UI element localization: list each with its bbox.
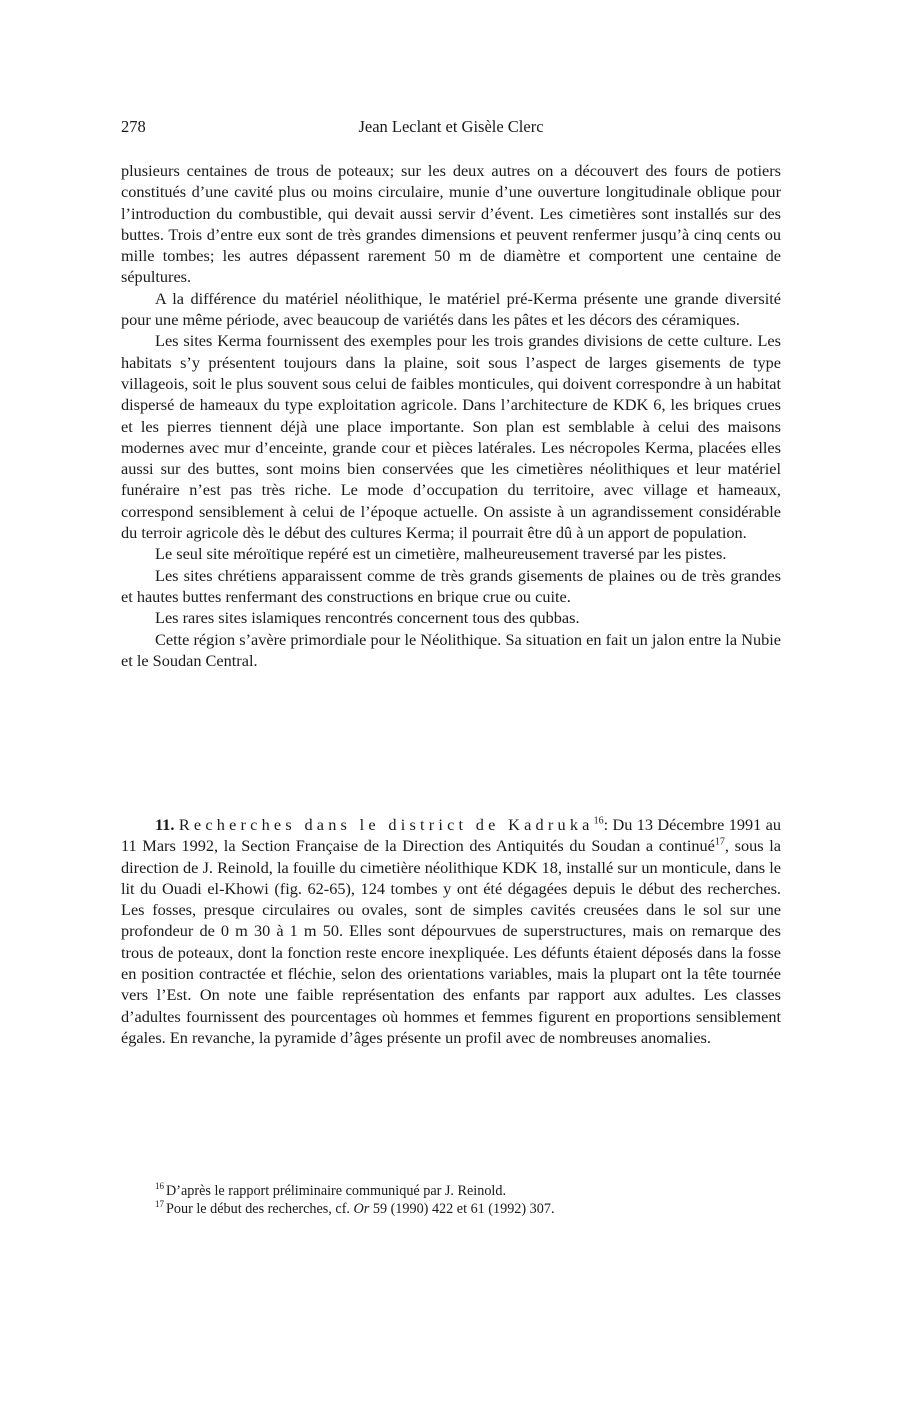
section-number: 11. <box>155 815 175 834</box>
body-text <box>121 160 781 671</box>
footnote-mark: 17 <box>155 1199 164 1210</box>
footnote <box>121 1200 781 1218</box>
section-paragraph <box>121 814 781 1048</box>
paragraph: Les rares sites islamiques rencontrés concernent tous des qubbas. <box>155 608 580 628</box>
footnote <box>121 1182 781 1200</box>
footnote-text: 59 (1990) 422 et 61 (1992) 307. <box>369 1201 555 1217</box>
paragraph: Les sites Kerma fournissent des exemples pour les trois grandes divisions de cette culture. Les habitats s’y présentent toujours dans la plaine, soit sous l’aspect de larges gisements de type villageois, soit le plus souvent sous celui de faibles monticules, qui doivent correspondre à un habitat dispersé de hameaux du type exploitation agricole. Dans l’architecture de KDK 6, les briques crues et les pierres tiennent déjà une place importante. Son plan est semblable à celui des maisons modernes avec mur d’enceinte, grande cour et pièces latérales. Les nécropoles Kerma, placées elles aussi sur des buttes, sont moins bien conservées que les cimetières néolithiques et leur matériel funéraire n’est pas très riche. Le mode d’occupation du territoire, avec village et hameaux, correspond sensiblement à celui de l’époque actuelle. On assiste à un agrandissement considérable du terroir agricole dès le début des cultures Kerma; il pourrait être dû à un apport de population. <box>121 331 781 543</box>
section-11 <box>121 814 781 1048</box>
page-header <box>121 117 781 139</box>
paragraph: Cette région s’avère primordiale pour le Néolithique. Sa situation en fait un jalon entre la Nubie et le Soudan Central. <box>121 629 781 670</box>
footnote-text: D’après le rapport préliminaire communiqué par J. Reinold. <box>166 1183 507 1199</box>
paragraph: A la différence du matériel néolithique, le matériel pré-Kerma présente une grande diversité pour une même période, avec beaucoup de variétés dans les pâtes et les décors des céramiques. <box>121 288 781 330</box>
section-title: Recherches dans le district de Kadruka <box>178 815 594 834</box>
paragraph: plusieurs centaines de trous de poteaux; sur les deux autres on a découvert des fours de potiers constitués d’une cavité plus ou moins circulaire, munie d’une ouverture longitudinale oblique pour l’introduction du combustible, qui devait aussi servir d’évent. Les cimetières sont installés sur des buttes. Trois d’entre eux sont de très grandes dimensions et peuvent renfermer jusqu’à cinq cents ou mille tombes; les autres dépassent rarement 50 m de diamètre et comportent une centaine de sépultures. <box>121 161 781 287</box>
footnote-ref: 16 <box>593 815 604 827</box>
section-text: : Du 13 Décembre 1991 au 11 Mars 1992, la Section Française de la Direction des Antiquités du Soudan a continué <box>121 815 782 856</box>
footnotes <box>121 1182 781 1218</box>
footnote-ref: 17 <box>714 836 725 848</box>
running-head: Jean Leclant et Gisèle Clerc <box>358 117 544 136</box>
footnote-text: Pour le début des recherches, cf. <box>166 1201 354 1217</box>
page-number: 278 <box>121 117 146 136</box>
section-text: , sous la direction de J. Reinold, la fouille du cimetière néolithique KDK 18, installé sur un monticule, dans le lit du Ouadi el-Khowi (fig. 62-65), 124 tombes y ont été dégagées depuis le début des recherches. Les fosses, presque circulaires ou ovales, sont de simples cavités creusées dans le sol sur une profondeur de 0 m 30 à 1 m 50. Elles sont dépourvues de superstructures, mais on remarque des trous de poteaux, dont la fonction reste encore inexpliquée. Les défunts étaient déposés dans la fosse en position contractée et fléchie, selon des orientations variables, mais la plupart ont la tête tournée vers l’Est. On note une faible représentation des enfants par rapport aux adultes. Les classes d’adultes fournissent des pourcentages où hommes et femmes figurent en proportions sensiblement égales. En revanche, la pyramide d’âges présente un profil avec de nombreuses anomalies. <box>121 836 781 1047</box>
paragraph: Les sites chrétiens apparaissent comme de très grands gisements de plaines ou de très grandes et hautes buttes renfermant des constructions en brique crue ou cuite. <box>121 565 781 606</box>
journal-abbrev: Or <box>353 1201 370 1217</box>
footnote-mark: 16 <box>155 1181 164 1192</box>
paragraph: Le seul site méroïtique repéré est un cimetière, malheureusement traversé par les pistes. <box>155 544 727 564</box>
